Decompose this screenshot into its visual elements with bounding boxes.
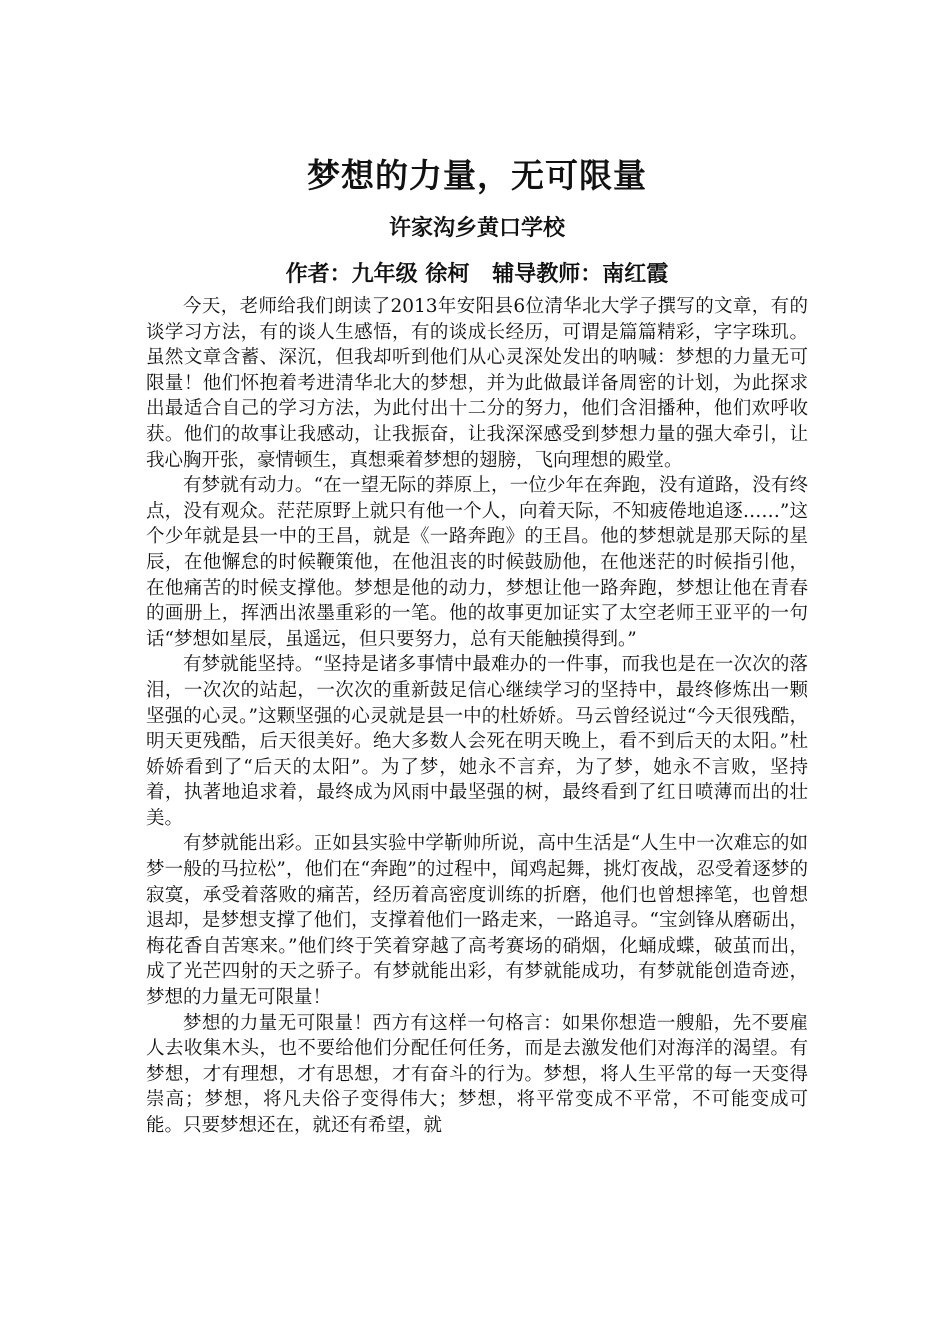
school-name: 许家沟乡黄口学校 bbox=[388, 215, 565, 241]
document-page bbox=[146, 150, 808, 1139]
document-title: 梦想的力量，无可限量 bbox=[307, 156, 647, 195]
paragraph: 梦想的力量无可限量！西方有这样一句格言：如果你想造一艘船，先不要雇人去收集木头，也不要给他们分配任何任务，而是去激发他们对海洋的渴望。有梦想，才有理想，才有思想，才有奋斗的行为。梦想，将人生平常的每一天变得崇高；梦想，将凡夫俗子变得伟大；梦想，将平常变成不平常，不可能变成可能。只要梦想还在，就还有希望，就 bbox=[146, 1012, 808, 1136]
paragraph: 有梦就有动力。“在一望无际的莽原上，一位少年在奔跑，没有道路，没有终点，没有观众。茫茫原野上就只有他一个人，向着天际，不知疲倦地追逐……”这个少年就是县一中的王昌，就是《一路奔跑》的王昌。他的梦想就是那天际的星辰，在他懈怠的时候鞭策他，在他沮丧的时候鼓励他，在他迷茫的时候指引他，在他痛苦的时候支撑他。梦想是他的动力，梦想让他一路奔跑，梦想让他在青春的画册上，挥洒出浓墨重彩的一笔。他的故事更加证实了太空老师王亚平的一句话“梦想如星辰，虽遥远，但只要努力，总有天能触摸得到。” bbox=[146, 475, 808, 650]
paragraph: 有梦就能出彩。正如县实验中学靳帅所说，高中生活是“人生中一次难忘的如梦一般的马拉松”，他们在“奔跑”的过程中，闻鸡起舞，挑灯夜战，忍受着逐梦的寂寞，承受着落败的痛苦，经历着高密度训练的折磨，他们也曾想摔笔，也曾想退却，是梦想支撑了他们，支撑着他们一路走来，一路追寻。“宝剑锋从磨砺出，梅花香自苦寒来。”他们终于笑着穿越了高考赛场的硝烟，化蛹成蝶，破茧而出，成了光芒四射的天之骄子。有梦就能出彩，有梦就能成功，有梦就能创造奇迹，梦想的力量无可限量！ bbox=[146, 833, 808, 1009]
article-body bbox=[146, 294, 808, 1139]
paragraph: 今天，老师给我们朗读了2013年安阳县6位清华北大学子撰写的文章，有的谈学习方法，有的谈人生感悟，有的谈成长经历，可谓是篇篇精彩，字字珠玑。虽然文章含蓄、深沉，但我却听到他们从心灵深处发出的呐喊：梦想的力量无可限量！他们怀抱着考进清华北大的梦想，并为此做最详备周密的计划，为此探求出最适合自己的学习方法，为此付出十二分的努力，他们含泪播种，他们欢呼收获。他们的故事让我感动，让我振奋，让我深深感受到梦想力量的强大牵引，让我心胸开张，豪情顿生，真想乘着梦想的翅膀，飞向理想的殿堂。 bbox=[146, 296, 808, 471]
author-line: 作者：九年级 徐柯 辅导教师：南红霞 bbox=[285, 261, 669, 287]
paragraph: 有梦就能坚持。“坚持是诸多事情中最难办的一件事，而我也是在一次次的落泪，一次次的站起，一次次的重新鼓足信心继续学习的坚持中，最终修炼出一颗坚强的心灵。”这颗坚强的心灵就是县一中的杜娇娇。马云曾经说过“今天很残酷，明天更残酷，后天很美好。绝大多数人会死在明天晚上，看不到后天的太阳。”杜娇娇看到了“后天的太阳”。为了梦，她永不言弃，为了梦，她永不言败，坚持着，执著地追求着，最终成为风雨中最坚强的树，最终看到了红日喷薄而出的壮美。 bbox=[146, 654, 808, 829]
